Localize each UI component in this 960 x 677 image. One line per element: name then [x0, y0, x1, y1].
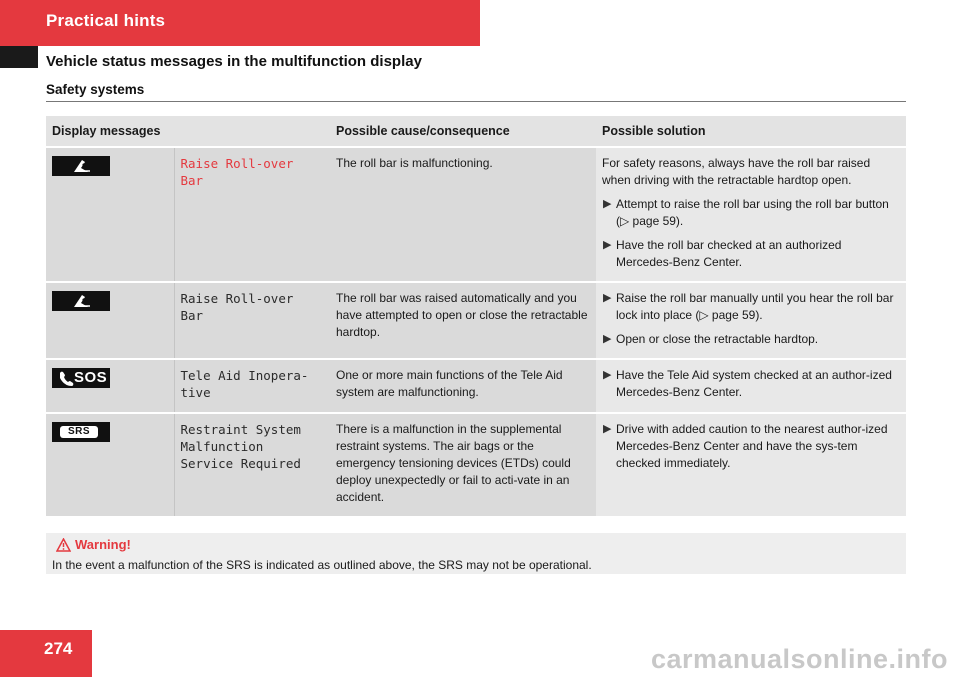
- table-row: [46, 282, 906, 359]
- chapter-title: Practical hints: [46, 11, 166, 30]
- display-message-text: Restraint System Malfunction Service Required: [180, 422, 301, 471]
- srs-icon: [52, 422, 110, 442]
- display-icon-cell: [46, 282, 174, 359]
- sos-label: SOS: [74, 369, 108, 386]
- page-number: 274: [44, 639, 73, 658]
- display-icon-cell: [46, 359, 174, 413]
- page-subtitle: Vehicle status messages in the multifunction display: [46, 53, 422, 70]
- warning-triangle-icon: [56, 538, 71, 552]
- table-row: [46, 359, 906, 413]
- solution-cell: [596, 413, 906, 517]
- solution-text: Raise the roll bar manually until you hear the roll bar lock into place (▷ page 59).: [616, 291, 894, 322]
- solution-text: Attempt to raise the roll bar using the roll bar button (▷ page 59).: [616, 197, 889, 228]
- display-icon-cell: [46, 413, 174, 517]
- solution-text: Drive with added caution to the nearest author-ized Mercedes-Benz Center and have the sys-tem checked immediately.: [616, 422, 888, 470]
- warning-label: Warning!: [75, 537, 131, 552]
- cause-cell: [330, 413, 596, 517]
- display-message-text: Raise Roll-over Bar: [180, 156, 294, 188]
- section-divider: [46, 101, 906, 102]
- display-message-text: Tele Aid Inopera- tive: [180, 368, 309, 400]
- solution-bullet: [602, 290, 900, 324]
- display-message-cell: [174, 147, 330, 282]
- display-message-text: Raise Roll-over Bar: [180, 291, 294, 323]
- bullet-arrow-icon: ▶: [603, 292, 612, 304]
- solution-text: Have the Tele Aid system checked at an author-ized Mercedes-Benz Center.: [616, 368, 892, 399]
- column-header-possible-cause: Possible cause/consequence: [330, 116, 596, 147]
- bullet-arrow-icon: ▶: [603, 333, 612, 345]
- solution-cell: [596, 282, 906, 359]
- cause-text: There is a malfunction in the supplemental restraint systems. The air bags or the emergency tensioning devices (ETDs) could deploy unexpectedly or fail to acti-vate in an accident.: [336, 422, 571, 504]
- solution-cell: [596, 359, 906, 413]
- solution-cell: [596, 147, 906, 282]
- page-number-box: [0, 630, 92, 677]
- column-header-display-messages: Display messages: [46, 116, 330, 147]
- cause-cell: [330, 147, 596, 282]
- sos-phone-icon: [52, 368, 110, 388]
- cause-text: One or more main functions of the Tele Aid system are malfunctioning.: [336, 368, 563, 399]
- column-header-possible-solution: Possible solution: [596, 116, 906, 147]
- section-tab-marker: [0, 46, 38, 68]
- bullet-arrow-icon: ▶: [603, 423, 612, 435]
- table-header-row: [46, 116, 906, 147]
- watermark: carmanualsonline.info: [650, 644, 948, 674]
- display-message-cell: [174, 359, 330, 413]
- warning-text: In the event a malfunction of the SRS is indicated as outlined above, the SRS may not be operational.: [52, 558, 592, 572]
- solution-bullet: [602, 331, 900, 348]
- warning-box: [46, 533, 906, 574]
- display-message-cell: [174, 282, 330, 359]
- solution-intro: For safety reasons, always have the roll bar raised when driving with the retractable hardtop open.: [602, 156, 871, 187]
- solution-text: Have the roll bar checked at an authorized Mercedes-Benz Center.: [616, 238, 842, 269]
- display-message-cell: [174, 413, 330, 517]
- table-row: [46, 147, 906, 282]
- solution-bullet: [602, 196, 900, 230]
- solution-bullet: [602, 367, 900, 401]
- table-row: [46, 413, 906, 517]
- solution-text: Open or close the retractable hardtop.: [616, 332, 819, 346]
- bullet-arrow-icon: ▶: [603, 239, 612, 251]
- status-messages-table: [46, 116, 906, 518]
- rollover-bar-icon: [52, 156, 110, 176]
- solution-bullet: [602, 421, 900, 472]
- bullet-arrow-icon: ▶: [603, 369, 612, 381]
- cause-cell: [330, 282, 596, 359]
- bullet-arrow-icon: ▶: [603, 198, 612, 210]
- section-heading: Safety systems: [46, 82, 145, 97]
- rollover-bar-icon: [52, 291, 110, 311]
- cause-cell: [330, 359, 596, 413]
- cause-text: The roll bar was raised automatically and you have attempted to open or close the retractable hardtop.: [336, 291, 588, 339]
- srs-label: SRS: [60, 426, 98, 438]
- solution-bullet: [602, 237, 900, 271]
- display-icon-cell: [46, 147, 174, 282]
- cause-text: The roll bar is malfunctioning.: [336, 156, 493, 170]
